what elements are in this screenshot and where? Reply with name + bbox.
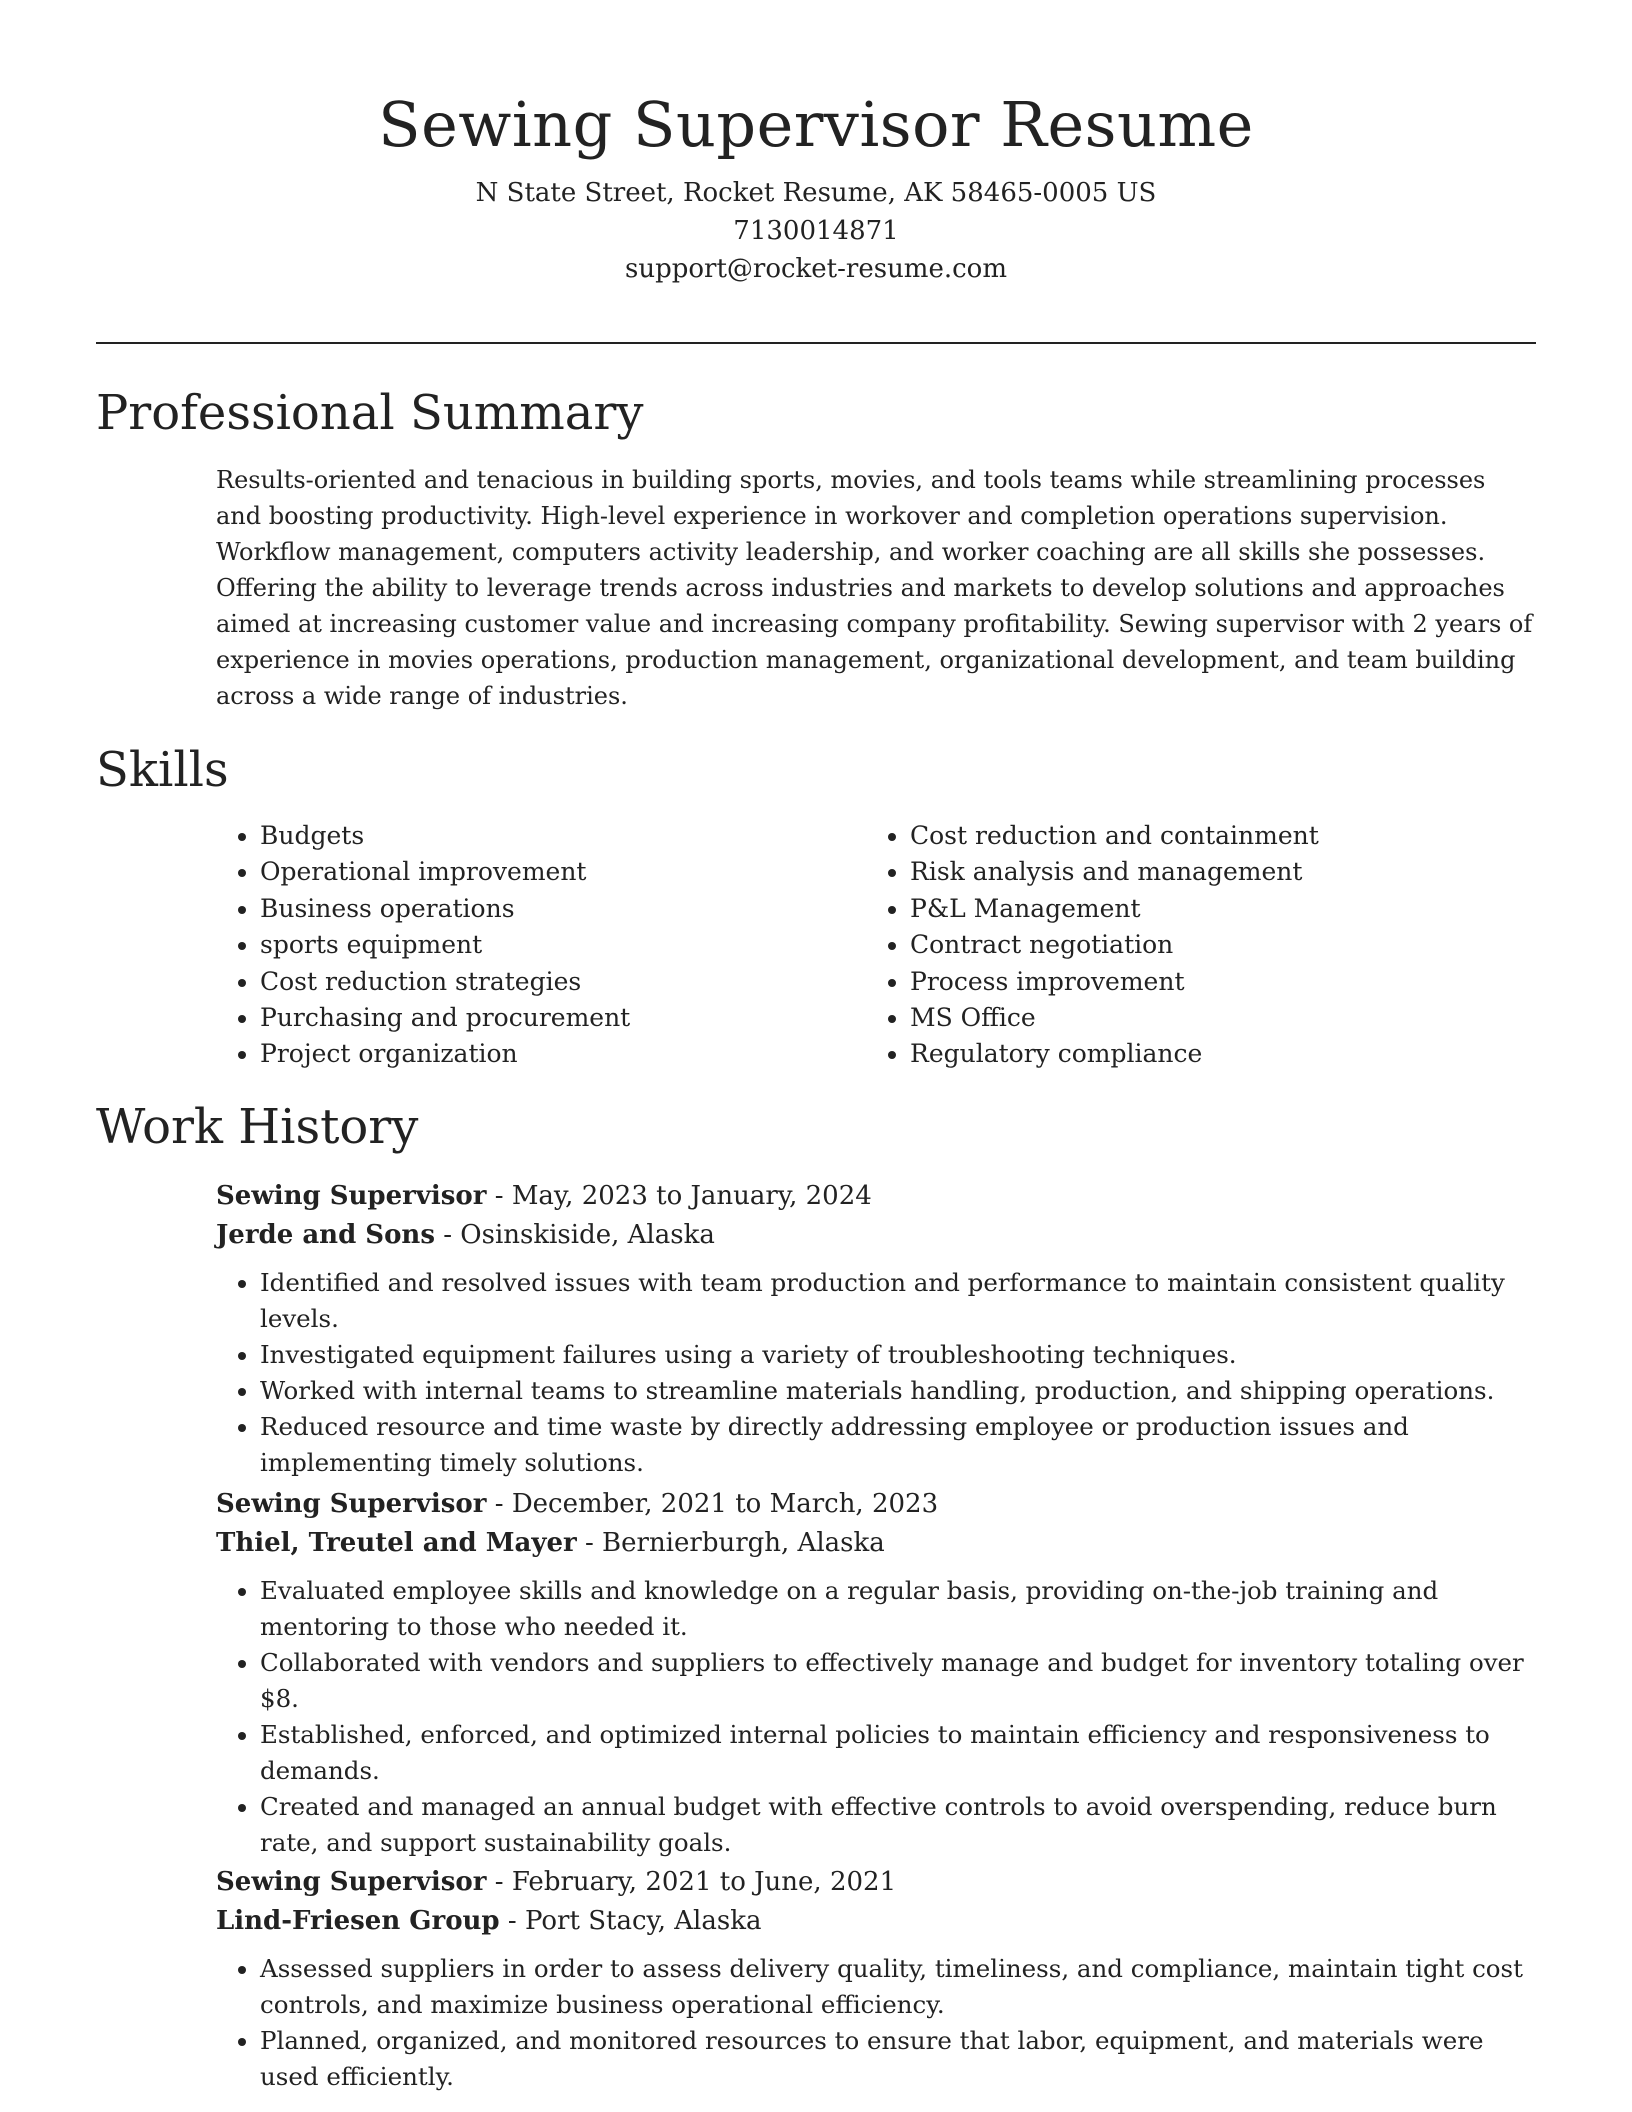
resume-title: Sewing Supervisor Resume [378,88,1254,161]
job-location: Osinskiside, Alaska [460,1220,715,1250]
skill-item: • Cost reduction strategies [260,964,860,1000]
job-company-line [216,1215,1546,1255]
summary-text: Results-oriented and tenacious in building sports, movies, and tools teams while streamlining processes and boosting productivity. High-level experience in workover and completion operations supervision. Workflow management, computers activity leadership, and worker coaching are all skills she possesses. Offering the ability to leverage trends across industries and markets to develop solutions and approaches aimed at increasing customer value and increasing company profitability. Sewing supervisor with 2 years of experience in movies operations, production management, organizational development, and team building across a wide range of industries. [216,466,1533,710]
skill-item: • Project organization [260,1036,860,1072]
job-bullet: • Planned, organized, and monitored resources to ensure that labor, equipment, and materials were used efficiently. [260,2023,1546,2095]
job-dates: May, 2023 to January, 2024 [511,1181,872,1211]
contact-phone: 7130014871 [733,216,899,246]
skill-item: • Process improvement [910,964,1550,1000]
job-separator: - [584,1528,603,1558]
contact-address: N State Street, Rocket Resume, AK 58465-0005 US [475,178,1157,208]
skill-item: • MS Office [910,1000,1550,1036]
contact-info [0,174,1632,288]
skill-item: • Cost reduction and containment [910,818,1550,854]
job-separator: - [443,1220,461,1250]
job-entry [216,1485,1546,1861]
skills-list-left [216,818,860,1073]
job-company-line [216,1901,1546,1941]
skills-list-right [866,818,1550,1073]
job-bullets [216,1265,1546,1481]
job-company: Thiel, Treutel and Mayer [216,1528,577,1558]
work-history-heading: Work History [96,1099,419,1155]
job-separator: - [494,1181,512,1211]
job-title: Sewing Supervisor [216,1867,487,1897]
job-bullets [216,1573,1546,1861]
job-company-line [216,1523,1546,1563]
contact-email: support@rocket-resume.com [624,254,1007,284]
skill-item: • sports equipment [260,927,860,963]
job-bullet: • Assessed suppliers in order to assess delivery quality, timeliness, and compliance, maintain tight cost controls, and maximize business operational efficiency. [260,1951,1546,2023]
job-title-line [216,1863,1546,1901]
job-separator: - [494,1489,512,1519]
job-entry [216,1863,1546,2095]
job-location: Bernierburgh, Alaska [602,1528,885,1558]
header-divider [96,342,1536,344]
job-title-line [216,1485,1546,1523]
job-company: Lind-Friesen Group [216,1906,500,1936]
job-bullet: • Evaluated employee skills and knowledge on a regular basis, providing on-the-job training and mentoring to those who needed it. [260,1573,1546,1645]
job-bullet: • Established, enforced, and optimized internal policies to maintain efficiency and responsiveness to demands. [260,1717,1546,1789]
job-bullet: • Collaborated with vendors and suppliers to effectively manage and budget for inventory totaling over $8. [260,1645,1546,1717]
job-dates: December, 2021 to March, 2023 [511,1489,939,1519]
job-separator: - [507,1906,525,1936]
skill-item: • Purchasing and procurement [260,1000,860,1036]
job-bullet: • Created and managed an annual budget with effective controls to avoid overspending, reduce burn rate, and support sustainability goals. [260,1789,1546,1861]
job-dates: February, 2021 to June, 2021 [511,1867,897,1897]
job-bullets [216,1951,1546,2095]
skill-item: • Budgets [260,818,860,854]
job-title: Sewing Supervisor [216,1489,487,1519]
job-entry [216,1177,1546,1481]
skill-item: • Risk analysis and management [910,854,1550,890]
job-company: Jerde and Sons [216,1220,435,1250]
skill-item: • Contract negotiation [910,927,1550,963]
skill-item: • P&L Management [910,891,1550,927]
skill-item: • Regulatory compliance [910,1036,1550,1072]
job-location: Port Stacy, Alaska [524,1906,762,1936]
job-bullet: • Worked with internal teams to streamline materials handling, production, and shipping operations. [260,1373,1546,1409]
resume-header [0,0,1632,288]
job-bullet: • Investigated equipment failures using a variety of troubleshooting techniques. [260,1337,1546,1373]
summary-heading: Professional Summary [96,385,644,441]
job-separator: - [494,1867,512,1897]
skill-item: • Operational improvement [260,854,860,890]
job-title: Sewing Supervisor [216,1181,487,1211]
skill-item: • Business operations [260,891,860,927]
job-title-line [216,1177,1546,1215]
job-bullet: • Reduced resource and time waste by directly addressing employee or production issues and implementing timely solutions. [260,1409,1546,1481]
job-bullet: • Identified and resolved issues with team production and performance to maintain consistent quality levels. [260,1265,1546,1337]
skills-heading: Skills [96,742,229,798]
